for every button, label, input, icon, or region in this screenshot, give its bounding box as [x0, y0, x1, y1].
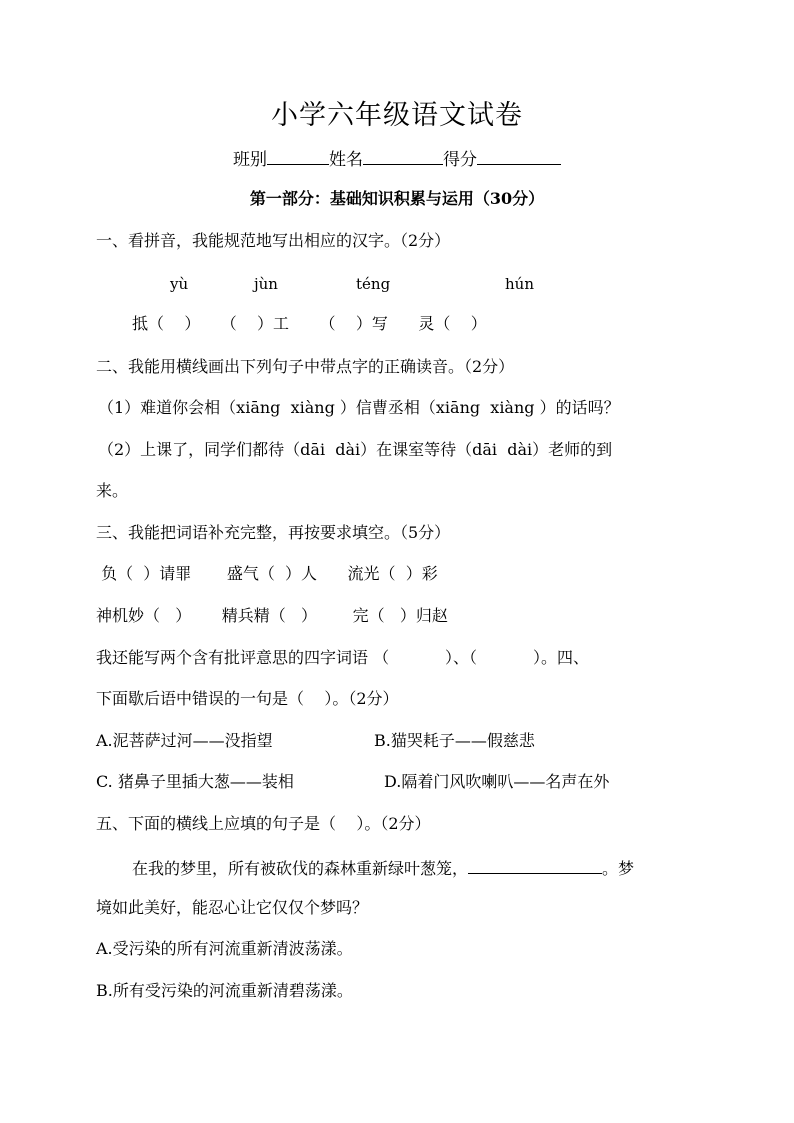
q4-option-b: B.猫哭耗子——假慈悲 [374, 731, 535, 750]
score-blank[interactable] [477, 148, 561, 165]
score-label: 得分 [443, 150, 477, 170]
q3-prompt: 三、我能把词语补充完整，再按要求填空。（5分） [96, 523, 451, 542]
q5-option-a: A.受污染的所有河流重新清波荡漾。 [96, 939, 353, 958]
q5-sentence-end: 。梦 [602, 859, 635, 878]
q5-sentence-start: 在我的梦里，所有被砍伐的森林重新绿叶葱笼， [132, 859, 469, 878]
q2-prompt: 二、我能用横线画出下列句子中带点字的正确读音。（2分） [96, 357, 515, 376]
pinyin-1: yù [170, 275, 189, 293]
q4-option-c: C. 猪鼻子里插大葱——装相 [96, 772, 294, 791]
q5-answer-blank[interactable] [468, 857, 602, 874]
pinyin-4: hún [505, 275, 534, 293]
q3-row2: 神机妙（ ） 精兵精（ ） 完（ ）归赵 [96, 606, 448, 625]
q4-option-d: D.隔着门风吹喇叭——名声在外 [384, 772, 610, 791]
part1-heading: 第一部分：基础知识积累与运用（30分） [249, 189, 545, 208]
q2-line3: 来。 [96, 481, 129, 500]
pinyin-3: téng [356, 275, 391, 293]
q5-sentence-cont: 境如此美好，能忍心让它仅仅个梦吗？ [96, 898, 369, 917]
q3-row3: 我还能写两个含有批评意思的四字词语 （ ）、（ ）。四、 [96, 648, 589, 667]
student-info-line [0, 148, 794, 171]
name-blank[interactable] [363, 148, 443, 165]
class-blank[interactable] [267, 148, 329, 165]
q2-line2: （2）上课了，同学们都待（dāi dài）在课室等待（dāi dài）老师的到 [98, 440, 613, 459]
pinyin-2: jùn [254, 275, 278, 293]
q4-option-a: A.泥菩萨过河——没指望 [96, 731, 273, 750]
class-label: 班别 [233, 150, 267, 170]
q3-row1: 负（ ）请罪 盛气（ ）人 流光（ ）彩 [96, 564, 438, 583]
q5-prompt: 五、下面的横线上应填的句子是（ ）。（2分） [96, 814, 431, 833]
q2-line1: （1）难道你会相（xiāng xiàng ）信曹丞相（xiāng xiàng ）的话吗？ [98, 398, 620, 417]
name-label: 姓名 [329, 150, 363, 170]
exam-title: 小学六年级语文试卷 [271, 100, 523, 131]
q4-prompt: 下面歇后语中错误的一句是（ ）。（2分） [96, 689, 399, 708]
q1-chars-line: 抵（ ） （ ）工 （ ）写 灵（ ） [132, 314, 487, 333]
q5-sentence [132, 857, 634, 879]
q1-prompt: 一、看拼音，我能规范地写出相应的汉字。（2分） [96, 231, 451, 250]
q5-option-b: B.所有受污染的河流重新清碧荡漾。 [96, 981, 353, 1000]
